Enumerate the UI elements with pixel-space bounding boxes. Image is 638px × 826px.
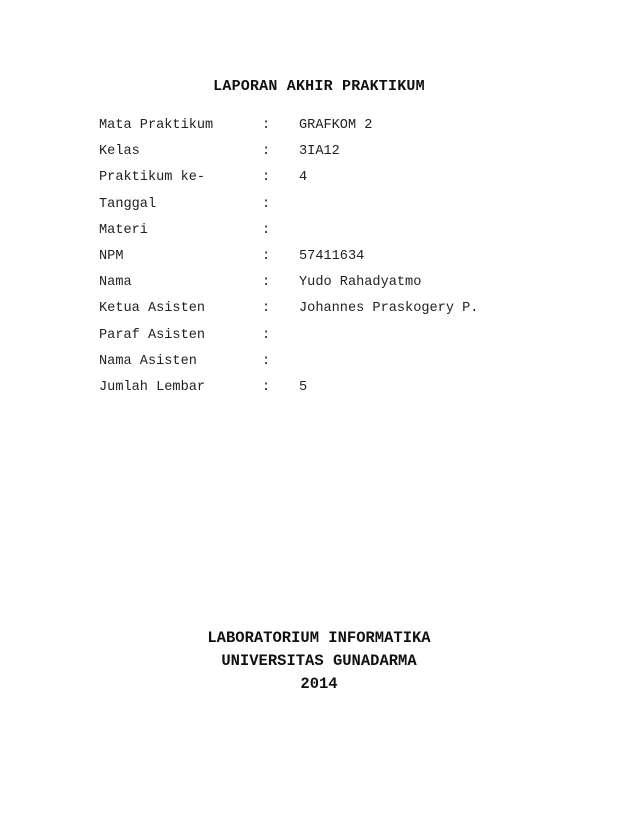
field-colon: : — [262, 196, 271, 212]
field-label: Nama Asisten — [99, 353, 197, 369]
field-value: 3IA12 — [299, 144, 340, 160]
field-value: Johannes Praskogery P. — [299, 301, 479, 317]
field-colon: : — [262, 327, 271, 343]
field-label: Praktikum ke- — [99, 170, 206, 186]
field-label: Paraf Asisten — [99, 327, 206, 343]
field-colon: : — [262, 301, 271, 317]
field-value: GRAFKOM 2 — [299, 118, 373, 133]
field-row-paraf-asisten — [99, 327, 271, 354]
field-row-materi — [99, 222, 271, 249]
field-label: Materi — [99, 222, 148, 238]
field-colon: : — [262, 144, 271, 160]
field-colon: : — [262, 353, 271, 369]
field-row-tanggal — [99, 196, 271, 223]
field-colon: : — [262, 275, 271, 291]
field-label: NPM — [99, 248, 124, 264]
field-row-mata-praktikum — [99, 118, 373, 144]
field-label: Tanggal — [99, 196, 157, 212]
field-value: Yudo Rahadyatmo — [299, 275, 422, 291]
field-row-nama — [99, 275, 422, 301]
field-row-jumlah-lembar — [99, 379, 308, 406]
field-row-praktikum-ke — [99, 170, 308, 196]
page-title: LAPORAN AKHIR PRAKTIKUM — [213, 78, 425, 95]
field-label: Kelas — [99, 144, 140, 160]
field-value: 4 — [299, 170, 308, 186]
field-value: 5 — [299, 379, 308, 395]
university-name: UNIVERSITAS GUNADARMA — [221, 652, 417, 670]
field-row-npm — [99, 248, 365, 275]
field-colon: : — [262, 248, 271, 264]
field-colon: : — [262, 379, 271, 395]
field-row-nama-asisten — [99, 353, 271, 380]
year: 2014 — [300, 675, 338, 693]
field-colon: : — [262, 222, 271, 238]
field-label: Jumlah Lembar — [99, 379, 206, 395]
field-label: Nama — [99, 275, 132, 291]
field-colon: : — [262, 170, 271, 186]
field-list — [99, 118, 479, 406]
lab-name: LABORATORIUM INFORMATIKA — [207, 629, 431, 647]
field-label: Mata Praktikum — [99, 118, 214, 133]
field-value: 57411634 — [299, 248, 365, 264]
field-label: Ketua Asisten — [99, 301, 206, 317]
field-row-ketua-asisten — [99, 301, 479, 327]
institution-footer — [0, 627, 638, 696]
field-colon: : — [262, 118, 271, 133]
field-row-kelas — [99, 144, 340, 170]
